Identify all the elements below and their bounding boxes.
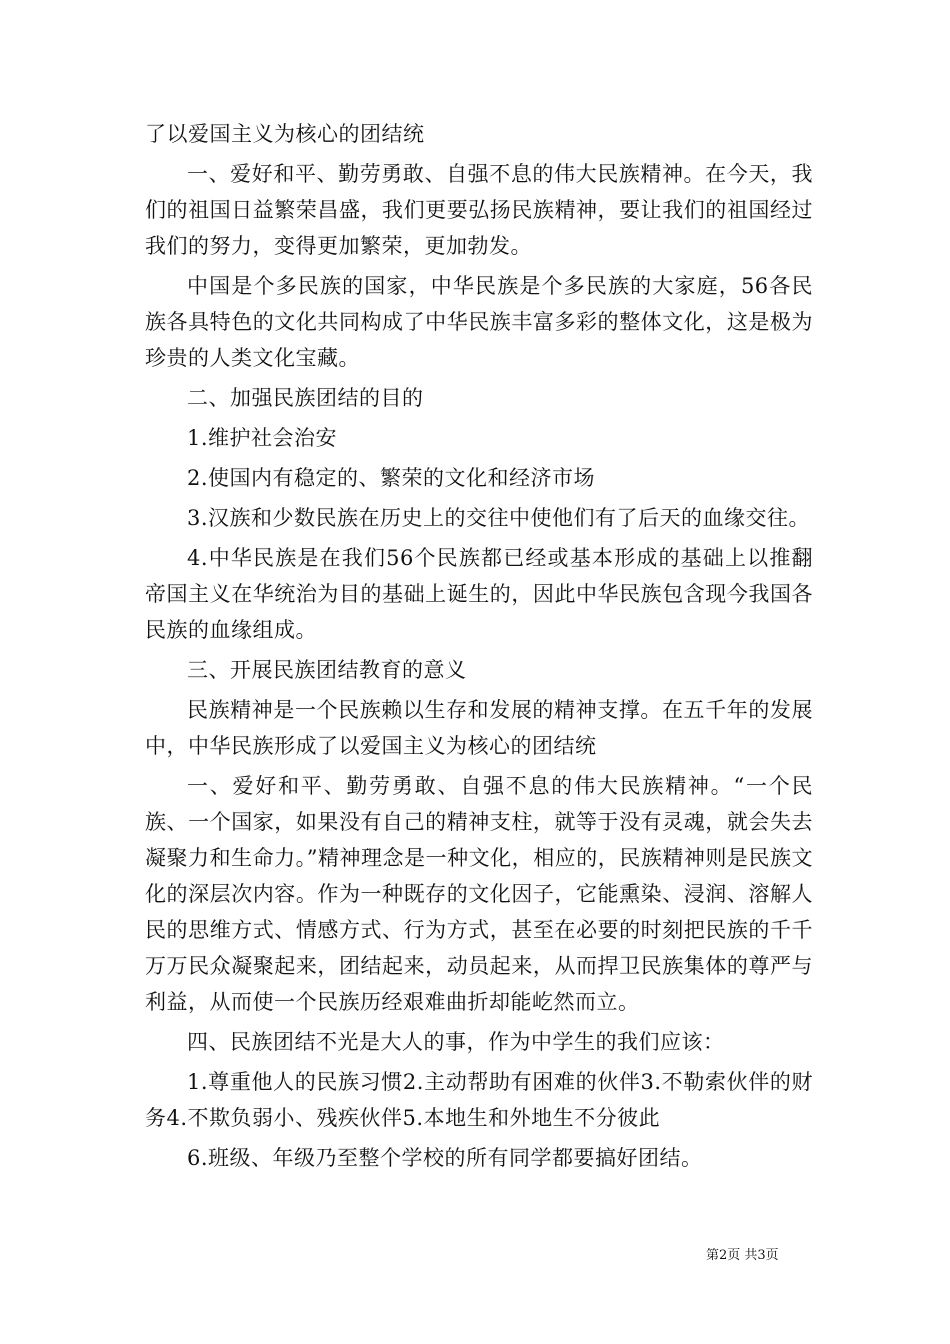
paragraph-national-spirit: 民族精神是一个民族赖以生存和发展的精神支撑。在五千年的发展中，中华民族形成了以爱国主义为核心的团结统 bbox=[145, 698, 813, 758]
section-heading-3: 三、开展民族团结教育的意义 bbox=[187, 658, 467, 682]
paragraph-spirit-culture: 一、爱好和平、勤劳勇敢、自强不息的伟大民族精神。“一个民族、一个国家，如果没有自己的精神支柱，就等于没有灵魂，就会失去凝聚力和生命力。”精神理念是一种文化，相应的，民族精神则是民族文化的深层次内容。作为一种既存的文化因子，它能熏染、浸润、溶解人民的思维方式、情感方式、行为方式，甚至在必要的时刻把民族的千千万万民众凝聚起来，团结起来，动员起来，从而捍卫民族集体的尊严与利益，从而使一个民族历经艰难曲折却能屹然而立。 bbox=[145, 774, 813, 1014]
list-item-4: 4.中华民族是在我们56个民族都已经或基本形成的基础上以推翻帝国主义在华统治为目的基础上诞生的，因此中华民族包含现今我国各民族的血缘组成。 bbox=[145, 546, 813, 642]
paragraph-1: 了以爱国主义为核心的团结统 bbox=[145, 122, 425, 146]
list-item-1: 1.维护社会治安 bbox=[187, 426, 338, 450]
student-duty-6: 6.班级、年级乃至整个学校的所有同学都要搞好团结。 bbox=[187, 1146, 703, 1170]
paragraph-2: 一、爱好和平、勤劳勇敢、自强不息的伟大民族精神。在今天，我们的祖国日益繁荣昌盛，我们更要弘扬民族精神，要让我们的祖国经过我们的努力，变得更加繁荣，更加勃发。 bbox=[145, 162, 813, 258]
list-item-3: 3.汉族和少数民族在历史上的交往中使他们有了后天的血缘交往。 bbox=[187, 506, 811, 530]
student-duties-list: 1.尊重他人的民族习惯2.主动帮助有困难的伙伴3.不勒索伙伴的财务4.不欺负弱小、残疾伙伴5.本地生和外地生不分彼此 bbox=[145, 1070, 813, 1130]
page-number-footer: 第2页 共3页 bbox=[706, 1248, 779, 1263]
paragraph-3: 中国是个多民族的国家，中华民族是个多民族的大家庭，56各民族各具特色的文化共同构成了中华民族丰富多彩的整体文化，这是极为珍贵的人类文化宝藏。 bbox=[145, 274, 813, 370]
list-item-2: 2.使国内有稳定的、繁荣的文化和经济市场 bbox=[187, 466, 596, 490]
document-body bbox=[145, 116, 813, 1176]
section-heading-4: 四、民族团结不光是大人的事，作为中学生的我们应该： bbox=[187, 1030, 725, 1054]
section-heading-2: 二、加强民族团结的目的 bbox=[187, 386, 424, 410]
